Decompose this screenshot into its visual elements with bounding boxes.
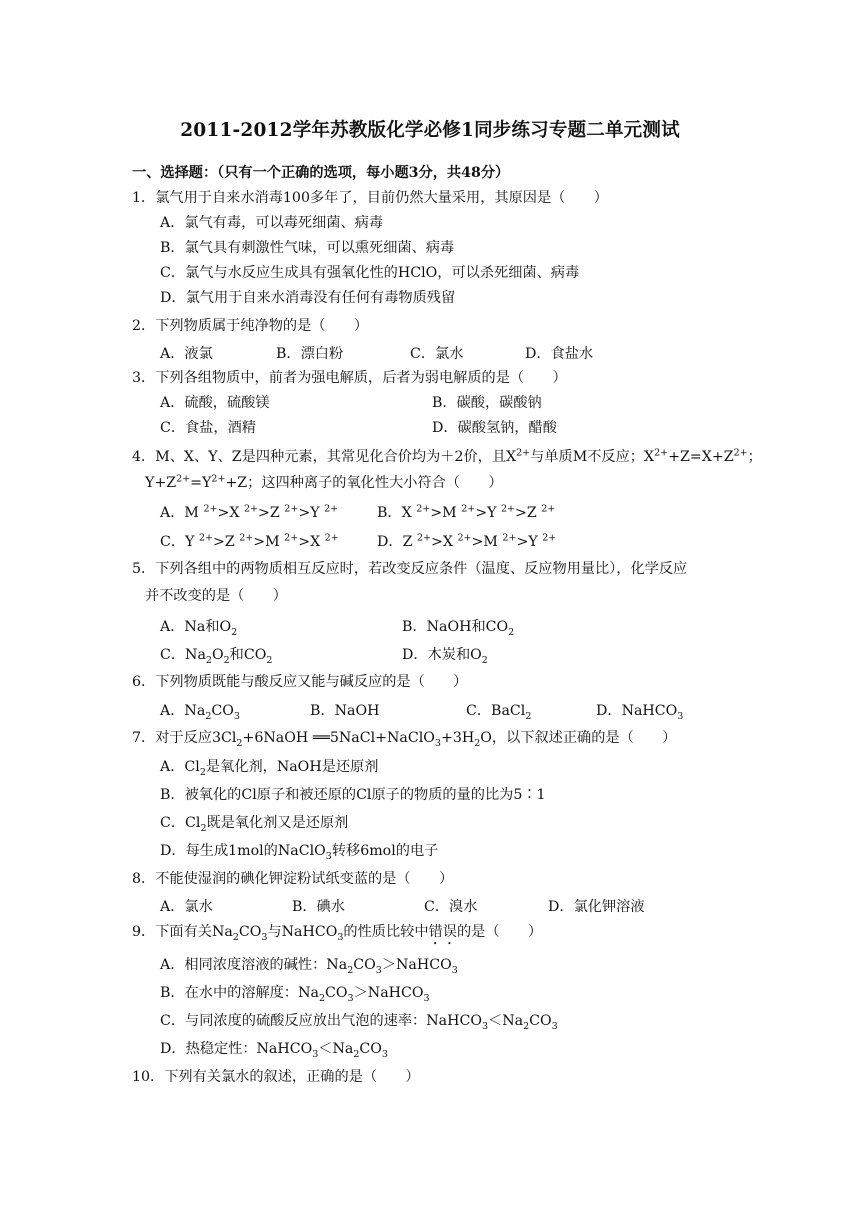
question-4-option-a: A．M $^{2+}$>X $^{2+}$>Z $^{2+}$>Y $^{2+}$ <box>160 503 339 521</box>
question-2-option-a: A．液氯 <box>160 346 213 362</box>
question-9-option-c: C．与同浓度的硫酸反应放出气泡的速率：$NaHCO_3<Na_2CO_3$ <box>160 1013 558 1032</box>
page-title: 2011-2012学年苏教版化学必修1同步练习专题二单元测试 <box>180 120 680 141</box>
question-2-option-d: D．食盐水 <box>525 346 594 362</box>
question-9-stem: 9．下面有关$Na_2CO_3$与NaHCO$_3$的性质比较中错误的是（ ） <box>132 924 543 943</box>
question-5-option-b: B．NaOH和$CO_2$ <box>402 619 515 638</box>
question-4-option-c: C．Y $^{2+}$>Z $^{2+}$>M $^{2+}$>X $^{2+}$ <box>160 532 339 550</box>
question-3-stem: 3．下列各组物质中，前者为强电解质，后者为弱电解质的是（ ） <box>132 370 567 386</box>
question-9-option-d: D．热稳定性：$NaHCO_3<Na_2CO_3$ <box>160 1041 388 1060</box>
question-6-option-a: A．$Na_2CO_3$ <box>160 703 240 722</box>
question-7-option-c: C．$Cl_2$既是氧化剂又是还原剂 <box>160 815 349 834</box>
question-5-stem-line-1: 5．下列各组中的两物质相互反应时，若改变反应条件（温度、反应物用量比），化学反应 <box>132 561 688 577</box>
question-4-option-d: D．Z $^{2+}$>X $^{2+}$>M $^{2+}$>Y $^{2+}$ <box>377 532 557 550</box>
question-8-option-d: D．氯化钾溶液 <box>548 899 645 915</box>
question-8-option-c: C．溴水 <box>424 899 478 915</box>
question-1-option-d: D．氯气用于自来水消毒没有任何有毒物质残留 <box>160 290 456 306</box>
question-4-option-b: B．X $^{2+}$>M $^{2+}$>Y $^{2+}$>Z $^{2+}$ <box>377 503 556 521</box>
question-10-stem: 10．下列有关氯水的叙述，正确的是（ ） <box>132 1069 420 1085</box>
question-7-stem: 7．对于反应$3Cl_2+6NaOH$ $══5NaCl+NaClO_3+3H_2O$，以下叙述正确的是（ ） <box>132 730 677 749</box>
question-6-option-b: B．NaOH <box>310 703 380 719</box>
question-5-option-a: A．Na和$O_2$ <box>160 619 238 638</box>
question-1-stem: 1．氯气用于自来水消毒100多年了，目前仍然大量采用，其原因是（ ） <box>132 190 608 206</box>
question-6-option-c: C．BaCl$_2$ <box>466 703 532 722</box>
question-3-option-a: A．硫酸，硫酸镁 <box>160 395 270 411</box>
question-7-option-d: D．每生成1mol的NaClO$_3$转移6mol的电子 <box>160 843 439 862</box>
emphasis-mark: 错误 <box>428 924 457 940</box>
question-1-option-c: C．氯气与水反应生成具有强氧化性的HClO，可以杀死细菌、病毒 <box>160 265 580 281</box>
question-3-option-b: B．碳酸，碳酸钠 <box>432 395 542 411</box>
question-2-option-b: B．漂白粉 <box>276 346 344 362</box>
question-2-option-c: C．氯水 <box>410 346 464 362</box>
question-2-stem: 2．下列物质属于纯净物的是（ ） <box>132 318 369 334</box>
question-1-option-a: A．氯气有毒，可以毒死细菌、病毒 <box>160 215 384 231</box>
question-8-option-a: A．氯水 <box>160 899 213 915</box>
section-heading: 一、选择题：（只有一个正确的选项，每小题3分，共48分） <box>132 165 510 181</box>
question-8-option-b: B．碘水 <box>292 899 345 915</box>
question-6-option-d: D．NaHCO$_3$ <box>596 703 684 722</box>
question-9-option-a: A．相同浓度溶液的碱性：$Na_2CO_3>NaHCO_3$ <box>160 957 458 976</box>
question-9-option-b: B．在水中的溶解度：$Na_2CO_3>NaHCO_3$ <box>160 985 430 1004</box>
question-7-option-a: A．$Cl_2$是氧化剂，NaOH是还原剂 <box>160 759 379 778</box>
question-7-option-b: B．被氧化的Cl原子和被还原的Cl原子的物质的量的比为5∶1 <box>160 787 546 803</box>
question-4-stem-line-2: $Y+Z^{2+}=Y^{2+}+Z$；这四种离子的氧化性大小符合（ ） <box>145 473 503 491</box>
question-3-option-c: C．食盐，酒精 <box>160 420 256 436</box>
question-1-option-b: B．氯气具有刺激性气味，可以熏死细菌、病毒 <box>160 240 455 256</box>
question-8-stem: 8．不能使湿润的碘化钾淀粉试纸变蓝的是（ ） <box>132 871 454 887</box>
question-3-option-d: D．碳酸氢钠，醋酸 <box>432 420 557 436</box>
question-5-option-d: D．木炭和$O_2$ <box>402 647 488 666</box>
question-5-option-c: C．$Na_2O_2$和$CO_2$ <box>160 647 273 666</box>
question-4-stem-line-1: 4．M、X、Y、Z是四种元素，其常见化合价均为＋2价，且$X^{2+}$与单质M不反应；$X^{2+}+Z=X+Z^{2+}$； <box>132 447 762 465</box>
question-6-stem: 6．下列物质既能与酸反应又能与碱反应的是（ ） <box>132 674 468 690</box>
question-5-stem-line-2: 并不改变的是（ ） <box>145 588 287 604</box>
